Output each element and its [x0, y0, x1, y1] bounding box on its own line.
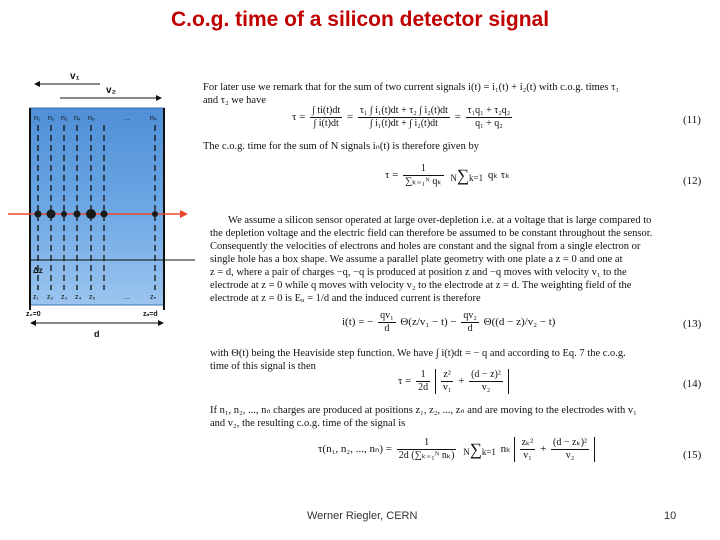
- position-label-zn: zₙ: [150, 294, 157, 301]
- position-label-z1: z₁: [33, 294, 39, 301]
- v2-label: v₂: [106, 85, 117, 96]
- charge-label-n1: n₁: [34, 115, 41, 122]
- position-label-z3: z₃: [61, 294, 68, 301]
- equation-12: τ = $\frac{1}{\text{∑ₖ₌₁ᴺ qₖ}}$ N∑k=1 qₖ τₖ: [385, 163, 510, 187]
- silicon-sensor-figure: [0, 65, 210, 345]
- text-line: If n₁, n₂, ..., nₙ charges are produced at positions z₁, z₂, ..., zₙ and are moving to the electrodes with v₁: [210, 405, 637, 416]
- charge-label-n4: n₄: [74, 115, 81, 122]
- text-line: the depletion voltage and the electric field can therefore be assumed to be constant throughout the sensor.: [210, 228, 653, 239]
- text-line: electrode at z = 0 while q moves with velocity v₂ to the electrode at z = d. The weighting field of the: [210, 280, 632, 291]
- position-label-z4: z₄: [75, 294, 82, 301]
- equation-number: (13): [683, 318, 702, 330]
- equation-number: (11): [683, 114, 701, 126]
- position-label-dots: ...: [124, 294, 130, 301]
- text-line: time of this signal is then: [210, 361, 316, 372]
- text-line: For later use we remark that for the sum of two current signals i(t) = i₁(t) + i₂(t) with c.o.g. times τ₁: [203, 82, 620, 93]
- charge-label-dots: ...: [124, 115, 130, 122]
- z0-label: z₀=0: [26, 311, 41, 318]
- equation-number: (14): [683, 378, 702, 390]
- sensor-body: [30, 108, 164, 305]
- charge-label-n5: n₅: [88, 115, 95, 122]
- equation-number: (12): [683, 175, 702, 187]
- charge-label-nn: nₙ: [150, 115, 157, 122]
- text-line: Consequently the velocities of electrons and holes are constant and the signal from a single electron or: [210, 241, 641, 252]
- text-line: with Θ(t) being the Heaviside step function. We have ∫ i(t)dt = − q and according to Eq. 7 the c.o.g.: [210, 348, 626, 359]
- delta-z-label: Δz: [33, 266, 43, 275]
- slide-title: C.o.g. time of a silicon detector signal: [170, 8, 550, 31]
- text-line: and τ₂ we have: [203, 95, 266, 106]
- position-label-z5: z₅: [89, 294, 96, 301]
- equation-15: τ(n₁, n₂, ..., nₙ) = $\frac{1}{\text{2d (∑ₖ₌₁ᴺ nₖ)}}$ N∑k=1 nₖ $\frac{\text{zₖ²}}{\text{v₁}}$ + $\frac{\text{(d − zₖ)²}}{\text{v₂}}$: [318, 437, 595, 462]
- text-line: and v₂, the resulting c.o.g. time of the signal is: [210, 418, 406, 429]
- position-label-z2: z₂: [47, 294, 54, 301]
- text-line: single hole has a box shape. We assume a parallel plate geometry with one plate a z = 0 and one at: [210, 254, 623, 265]
- text-line: electrode at z = 0 is Eᵤ = 1/d and the induced current is therefore: [210, 293, 481, 304]
- charge-label-n2: n₂: [48, 115, 55, 122]
- text-line: The c.o.g. time for the sum of N signals iₙ(t) is therefore given by: [203, 141, 479, 152]
- v1-label: v₁: [70, 71, 80, 82]
- thickness-label: d: [94, 329, 100, 339]
- equation-13: i(t) = − $\frac{\text{qv₁}}{d}$ Θ(z/v₁ − t) − $\frac{\text{qv₂}}{d}$ Θ((d − z)/v₂ − t): [342, 310, 556, 334]
- equation-number: (15): [683, 449, 702, 461]
- page-number: 10: [664, 510, 677, 522]
- footer-author: Werner Riegler, CERN: [307, 510, 418, 522]
- equation-11: τ = $\frac{\int ti(t)dt}{\int i(t)dt}$ = $\frac{\text{τ₁ ∫ i₁(t)dt + τ₂ ∫ i₂(t)dt}}{\text{∫ i₁(t)dt + ∫ i₂(t)dt}}$ = $\frac{\text{τ₁q₁ + τ₂q₂}}{\text{q₁ + q₂}}$: [292, 105, 511, 129]
- text-line: We assume a silicon sensor operated at large over-depletion i.e. at a voltage that is large compared to: [228, 215, 652, 226]
- text-line: z = d, where a pair of charges −q, −q is produced at position z and −q moves with velocity v₁ to the: [210, 267, 627, 278]
- equation-14: τ = $\frac{1}{2d}$ $\frac{\text{z²}}{\text{v₁}}$ + $\frac{\text{(d − z)²}}{\text{v₂}}$: [398, 369, 509, 394]
- charge-label-n3: n₃: [61, 115, 68, 122]
- zn-label: zₙ=d: [143, 311, 158, 318]
